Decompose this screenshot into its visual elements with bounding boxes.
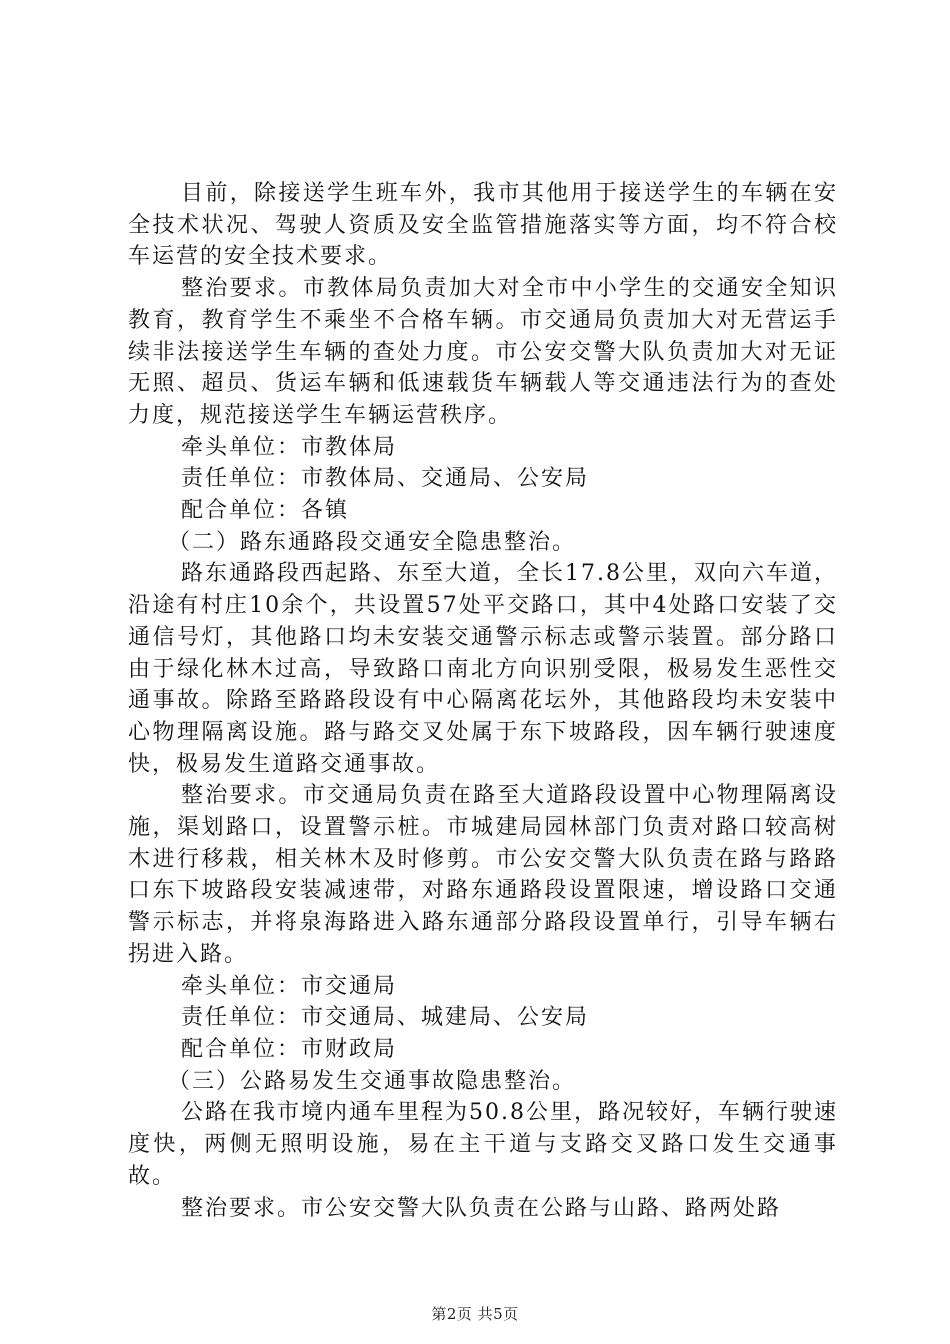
responsible-units-1: 责任单位：市教体局、交通局、公安局 xyxy=(181,466,590,492)
document-body xyxy=(128,178,838,1224)
lead-unit-2: 牵头单位：市交通局 xyxy=(181,973,398,999)
paragraph-student-vehicles: 目前，除接送学生班车外，我市其他用于接送学生的车辆在安全技术状况、驾驶人资质及安全监管措施落实等方面，均不符合校车运营的安全技术要求。 xyxy=(128,181,838,270)
paragraph-highway-description: 公路在我市境内通车里程为50.8公里，路况较好，车辆行驶速度快，两侧无照明设施，易在主干道与支路交叉路口发生交通事故。 xyxy=(128,1100,838,1189)
cooperating-units-1: 配合单位：各镇 xyxy=(181,498,350,524)
section-heading-2: （二）路东通路段交通安全隐患整治。 xyxy=(168,529,577,555)
paragraph-rectification-requirements-2: 整治要求。市交通局负责在路至大道路段设置中心物理隔离设施，渠划路口，设置警示桩。市城建局园林部门负责对路口较高树木进行移栽，相关林木及时修剪。市公安交警大队负责在路与路路口东下坡路段安装减速带，对路东通路段设置限速，增设路口交通警示标志，并将泉海路进入路东通部分路段设置单行，引导车辆右拐进入路。 xyxy=(128,783,838,967)
section-heading-3: （三）公路易发生交通事故隐患整治。 xyxy=(168,1068,577,1094)
paragraph-rectification-requirements-1: 整治要求。市教体局负责加大对全市中小学生的交通安全知识教育，教育学生不乘坐不合格车辆。市交通局负责加大对无营运手续非法接送学生车辆的查处力度。市公安交警大队负责加大对无证无照、超员、货运车辆和低速载货车辆载人等交通违法行为的查处力度，规范接送学生车辆运营秩序。 xyxy=(128,276,838,428)
cooperating-units-2: 配合单位：市财政局 xyxy=(181,1036,398,1062)
paragraph-rectification-requirements-3: 整治要求。市公安交警大队负责在公路与山路、路两处路 xyxy=(181,1195,782,1221)
lead-unit-1: 牵头单位：市教体局 xyxy=(181,434,398,460)
page-number-footer: 第2页 共5页 xyxy=(431,1305,519,1323)
paragraph-road-section-description: 路东通路段西起路、东至大道，全长17.8公里，双向六车道，沿途有村庄10余个，共设置57处平交路口，其中4处路口安装了交通信号灯，其他路口均未安装交通警示标志或警示装置。部分路口由于绿化林木过高，导致路口南北方向识别受限，极易发生恶性交通事故。除路至路路段设有中心隔离花坛外，其他路段均未安装中心物理隔离设施。路与路交叉处属于东下坡路段，因车辆行驶速度快，极易发生道路交通事故。 xyxy=(128,561,838,777)
responsible-units-2: 责任单位：市交通局、城建局、公安局 xyxy=(181,1005,590,1031)
